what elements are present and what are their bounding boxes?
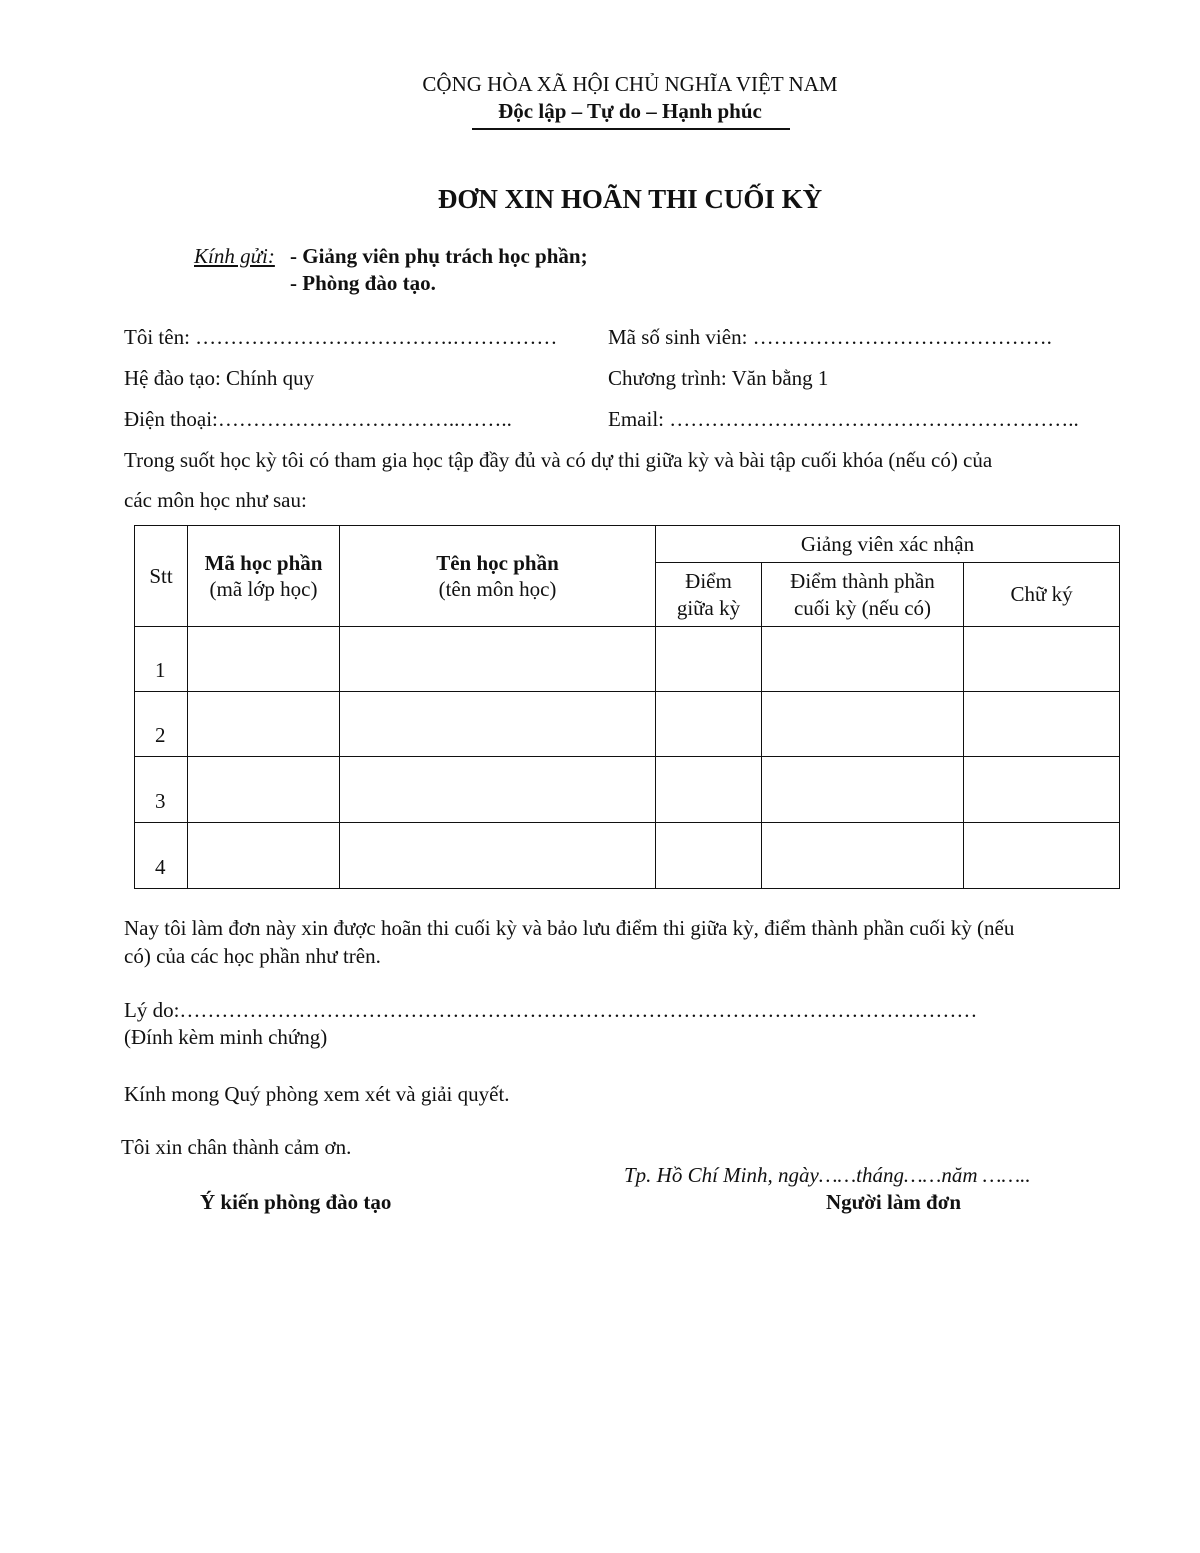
training-office-opinion: Ý kiến phòng đào tạo (200, 1190, 392, 1214)
course-code-cell[interactable] (188, 823, 340, 889)
midterm-cell[interactable] (656, 823, 762, 889)
national-name: CỘNG HÒA XÃ HỘI CHỦ NGHĨA VIỆT NAM (422, 72, 838, 96)
place-date: Tp. Hồ Chí Minh, ngày……tháng……năm …….. (624, 1163, 1031, 1187)
email-field: Email: ………………………………………………….. (608, 407, 1079, 431)
header-lecturer-confirm: Giảng viên xác nhận (656, 526, 1120, 563)
header-course-name (340, 526, 656, 627)
name-field: Tôi tên: ……………………………….…………… (124, 325, 558, 349)
applicant-signature-label: Người làm đơn (826, 1190, 962, 1214)
course-code-cell[interactable] (188, 627, 340, 692)
program-field: Chương trình: Văn bằng 1 (608, 366, 829, 390)
reason-field: Lý do:…………………………………………………………………………………………………… (124, 998, 978, 1022)
recipient-label: Kính gửi: (194, 244, 275, 268)
header-course-name-main: Tên học phần (436, 550, 559, 575)
header-midterm (656, 563, 762, 627)
course-name-cell[interactable] (340, 627, 656, 692)
closing-thanks: Tôi xin chân thành cảm ơn. (121, 1135, 352, 1159)
table-header-row (135, 526, 1120, 563)
row-number: 3 (135, 757, 188, 823)
header-course-name-sub: (tên môn học) (438, 577, 557, 601)
phone-field: Điện thoại:……………………………..…….. (124, 407, 512, 431)
table-row (135, 823, 1120, 889)
final-component-cell[interactable] (762, 823, 964, 889)
header-final-line-2: cuối kỳ (nếu có) (793, 595, 932, 620)
motto-underline (472, 128, 790, 130)
course-code-cell[interactable] (188, 692, 340, 757)
course-code-cell[interactable] (188, 757, 340, 823)
header-midterm-line-1: Điểm (685, 569, 732, 594)
recipient-line-2: - Phòng đào tạo. (290, 271, 436, 295)
header-course-code (188, 526, 340, 627)
midterm-cell[interactable] (656, 627, 762, 692)
course-table (134, 525, 1120, 889)
row-number: 4 (135, 823, 188, 889)
student-id-field: Mã số sinh viên: ……………………………………. (608, 325, 1052, 349)
header-stt: Stt (135, 526, 188, 627)
signature-cell[interactable] (964, 627, 1120, 692)
header-final-line-1: Điểm thành phần (790, 569, 935, 594)
header-course-code-sub: (mã lớp học) (209, 577, 318, 601)
signature-cell[interactable] (964, 692, 1120, 757)
request-line-1: Nay tôi làm đơn này xin được hoãn thi cuối kỳ và bảo lưu điểm thi giữa kỳ, điểm thành phần cuối kỳ (nếu (124, 916, 1015, 940)
midterm-cell[interactable] (656, 692, 762, 757)
final-component-cell[interactable] (762, 692, 964, 757)
table-row (135, 692, 1120, 757)
signature-cell[interactable] (964, 823, 1120, 889)
header-course-code-main: Mã học phần (204, 550, 323, 575)
course-name-cell[interactable] (340, 823, 656, 889)
midterm-cell[interactable] (656, 757, 762, 823)
table-row (135, 757, 1120, 823)
intro-line-1: Trong suốt học kỳ tôi có tham gia học tập đầy đủ và có dự thi giữa kỳ và bài tập cuối khóa (nếu có) của (124, 448, 993, 472)
signature-cell[interactable] (964, 757, 1120, 823)
national-motto: Độc lập – Tự do – Hạnh phúc (498, 99, 762, 123)
row-number: 2 (135, 692, 188, 757)
header-final-component (762, 563, 964, 627)
attachment-note: (Đính kèm minh chứng) (124, 1025, 328, 1049)
recipient-line-1: - Giảng viên phụ trách học phần; (290, 244, 588, 268)
header-signature: Chữ ký (964, 563, 1120, 627)
request-line-2: có) của các học phần như trên. (124, 944, 381, 968)
row-number: 1 (135, 627, 188, 692)
header-midterm-line-2: giữa kỳ (676, 595, 741, 620)
final-component-cell[interactable] (762, 627, 964, 692)
table-row (135, 627, 1120, 692)
final-component-cell[interactable] (762, 757, 964, 823)
course-name-cell[interactable] (340, 757, 656, 823)
document-title: ĐƠN XIN HOÃN THI CUỐI KỲ (437, 184, 823, 214)
intro-line-2: các môn học như sau: (124, 488, 307, 512)
course-name-cell[interactable] (340, 692, 656, 757)
program-type-field: Hệ đào tạo: Chính quy (124, 366, 315, 390)
closing-request: Kính mong Quý phòng xem xét và giải quyết. (124, 1082, 510, 1106)
